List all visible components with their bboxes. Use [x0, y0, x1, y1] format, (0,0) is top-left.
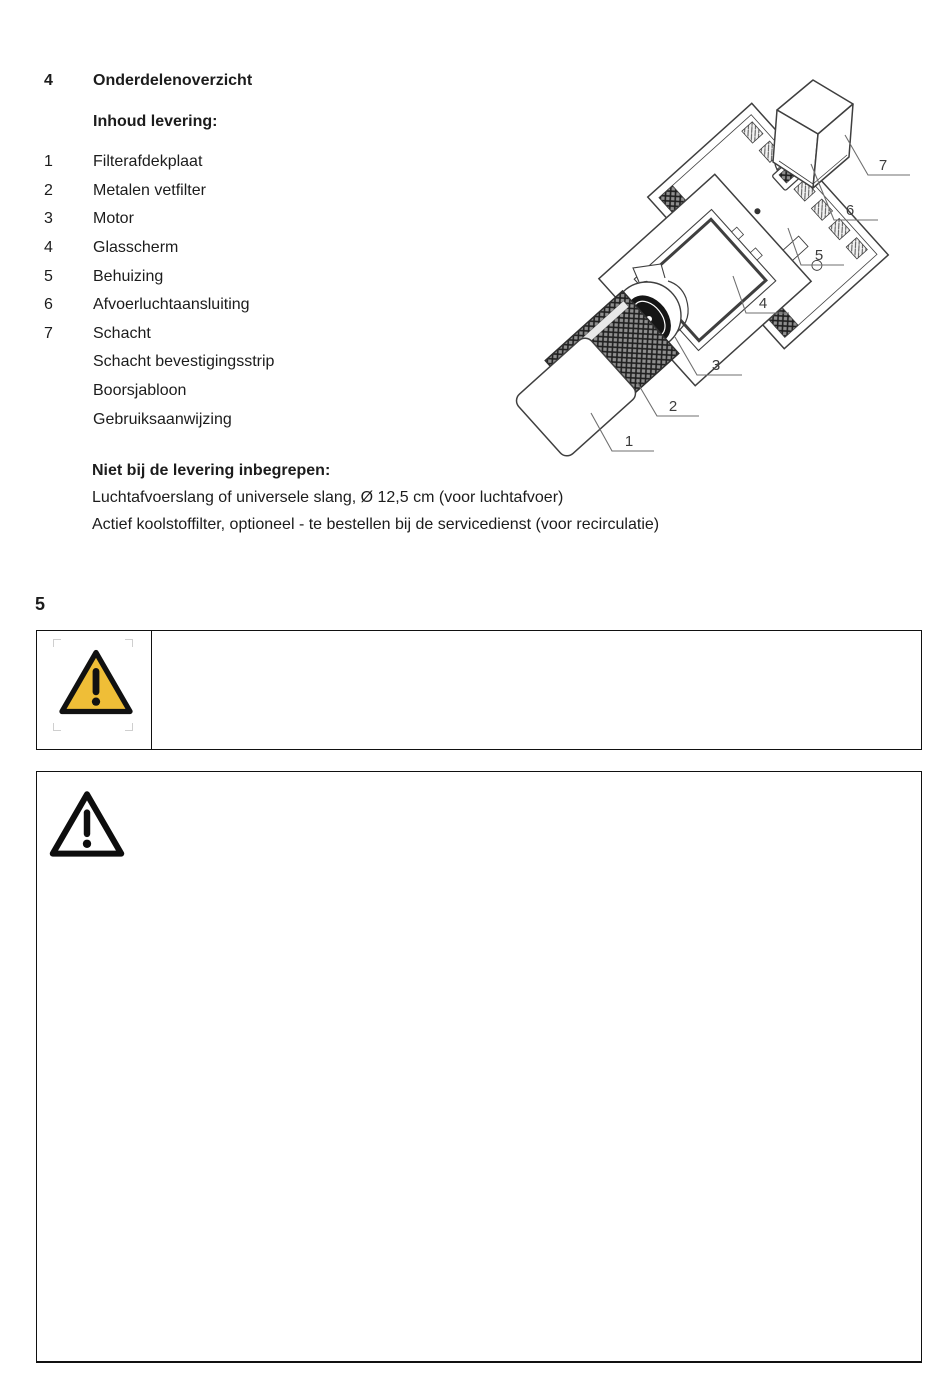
section-5-number: 5	[35, 594, 46, 614]
list-item: 5 Behuizing	[44, 267, 164, 285]
corner-mark	[53, 639, 61, 647]
section-4-heading	[44, 72, 252, 90]
list-item: Boorsjabloon	[93, 382, 187, 400]
warning-box-1-body	[152, 631, 921, 749]
warning-triangle-yellow-icon	[58, 648, 134, 716]
warning-triangle-outline-icon	[49, 789, 125, 859]
corner-mark	[125, 639, 133, 647]
section-title: Onderdelenoverzicht	[93, 72, 253, 89]
exploded-view-diagram	[500, 58, 930, 468]
not-included-block	[92, 457, 659, 538]
list-item: 6 Afvoerluchtaansluiting	[44, 296, 250, 314]
parts-list	[44, 148, 274, 434]
section-number: 4	[44, 72, 53, 89]
list-item: 7 Schacht	[44, 324, 151, 342]
callout-4: 4	[758, 295, 768, 312]
list-item: 4 Glasscherm	[44, 238, 179, 256]
list-item: Schacht bevestigingsstrip	[93, 353, 275, 371]
corner-mark	[53, 723, 61, 731]
list-item: 2 Metalen vetfilter	[44, 181, 206, 199]
list-item: 3 Motor	[44, 210, 134, 228]
warning-box-1	[36, 630, 922, 750]
callout-2: 2	[668, 398, 678, 415]
callout-7: 7	[878, 157, 888, 174]
callout-6: 6	[845, 202, 855, 219]
callout-5: 5	[814, 247, 824, 264]
list-item: Gebruiksaanwijzing	[93, 410, 232, 428]
callout-1: 1	[624, 433, 634, 450]
corner-mark	[125, 723, 133, 731]
not-included-line: Luchtafvoerslang of universele slang, Ø 12,5 cm (voor luchtafvoer)	[92, 489, 564, 506]
list-item: 1 Filterafdekplaat	[44, 153, 203, 170]
warning-box-2	[36, 771, 922, 1363]
callout-3: 3	[711, 357, 721, 374]
not-included-title: Niet bij de levering inbegrepen:	[92, 462, 331, 479]
warning-box-1-icon-cell	[37, 631, 152, 749]
not-included-line: Actief koolstoffilter, optioneel - te bestellen bij de servicedienst (voor recirculatie)	[92, 516, 660, 533]
delivery-contents-subtitle: Inhoud levering:	[93, 113, 218, 130]
